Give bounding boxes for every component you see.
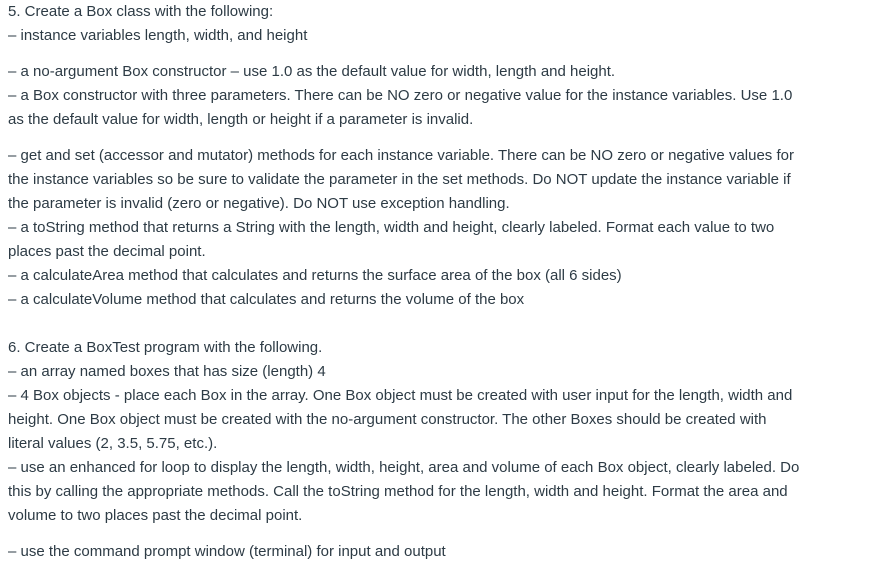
text-line: – use an enhanced for loop to display the length, width, height, area and volume of each Box object, clearly labeled. Do (8, 459, 800, 476)
text-line: – a Box constructor with three parameters. There can be NO zero or negative value for the instance variables. Use 1.0 (8, 87, 793, 104)
text-line: volume to two places past the decimal point. (8, 507, 303, 524)
text-line: – an array named boxes that has size (length) 4 (8, 363, 326, 380)
text-line: – a calculateArea method that calculates and returns the surface area of the box (all 6 sides) (8, 267, 622, 284)
heading-boxtest-program: 6. Create a BoxTest program with the following. (8, 339, 323, 356)
text-line: the parameter is invalid (zero or negative). Do NOT use exception handling. (8, 195, 510, 212)
heading-box-class: 5. Create a Box class with the following: (8, 3, 274, 20)
text-line: – a no-argument Box constructor – use 1.0 as the default value for width, length and height. (8, 63, 616, 80)
text-line: as the default value for width, length or height if a parameter is invalid. (8, 111, 474, 128)
text-line: literal values (2, 3.5, 5.75, etc.). (8, 435, 218, 452)
text-line: this by calling the appropriate methods. Call the toString method for the length, width and height. Format the area and (8, 483, 788, 500)
text-line: – 4 Box objects - place each Box in the array. One Box object must be created with user input for the length, width and (8, 387, 793, 404)
text-line: places past the decimal point. (8, 243, 206, 260)
text-line: – instance variables length, width, and height (8, 27, 308, 44)
text-line: height. One Box object must be created with the no-argument constructor. The other Boxes should be created with (8, 411, 767, 428)
text-line: – a calculateVolume method that calculates and returns the volume of the box (8, 291, 525, 308)
text-line: – get and set (accessor and mutator) methods for each instance variable. There can be NO zero or negative values for (8, 147, 794, 164)
text-line: – use the command prompt window (terminal) for input and output (8, 543, 446, 560)
text-line: the instance variables so be sure to validate the parameter in the set methods. Do NOT update the instance variable if (8, 171, 791, 188)
text-line: – a toString method that returns a String with the length, width and height, clearly labeled. Format each value to two (8, 219, 775, 236)
